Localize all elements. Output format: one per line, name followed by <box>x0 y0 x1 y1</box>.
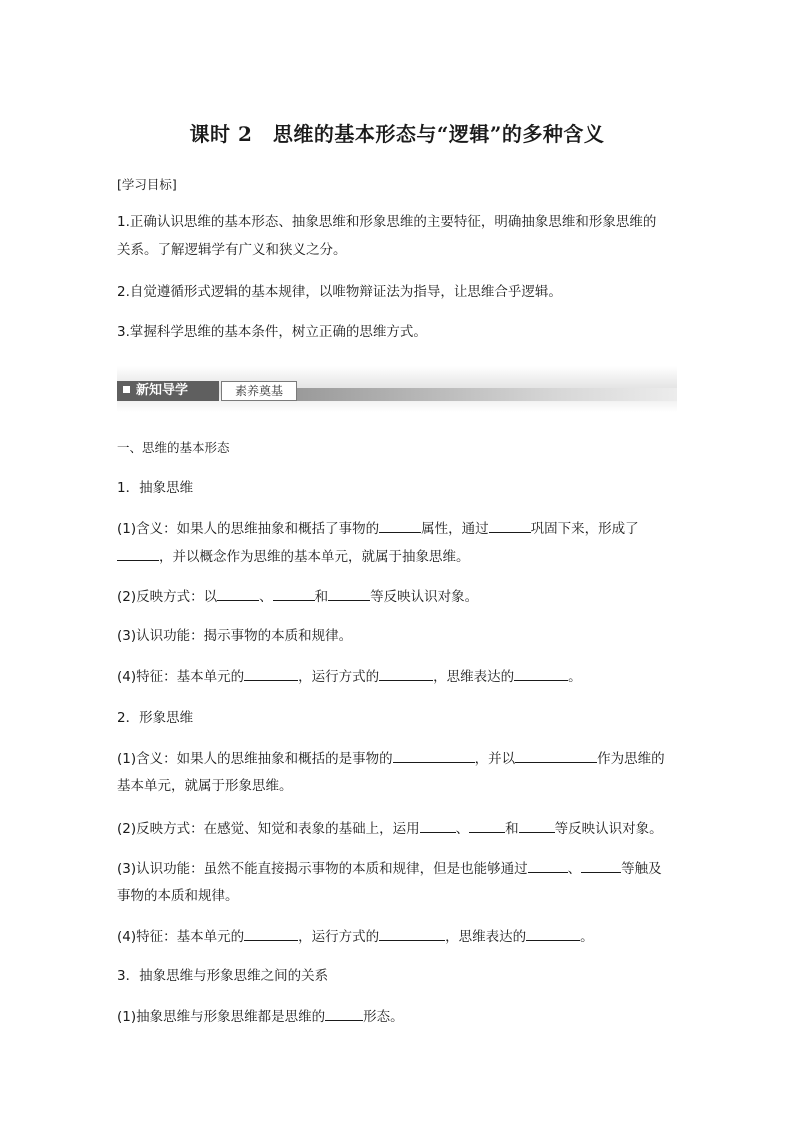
subsection-1-heading: 1．抽象思维 <box>117 480 194 496</box>
square-bullet-icon <box>123 386 130 393</box>
fill-blank[interactable] <box>420 818 456 833</box>
relation-point-1: (1)抽象思维与形象思维都是思维的 形态。 <box>117 1006 682 1027</box>
image-cognitive-function-line-2: 事物的本质和规律。 <box>117 888 239 904</box>
banner-sub-label: 素养奠基 <box>221 381 297 401</box>
abstract-reflection-mode: (2)反映方式：以 、 和 等反映认识对象。 <box>117 586 682 607</box>
fill-blank[interactable] <box>244 666 298 681</box>
fill-blank[interactable] <box>325 1006 363 1021</box>
image-features: (4)特征：基本单元的 ，运行方式的 ，思维表达的 。 <box>117 926 682 947</box>
abstract-cognitive-function: (3)认识功能：揭示事物的本质和规律。 <box>117 628 353 644</box>
image-definition-line-2: 基本单元，就属于形象思维。 <box>117 778 293 794</box>
fill-blank[interactable] <box>528 858 568 873</box>
section-heading: 一、思维的基本形态 <box>117 440 230 455</box>
banner-decor-bar <box>297 388 677 401</box>
fill-blank[interactable] <box>393 748 475 763</box>
objective-1-line-2: 关系。了解逻辑学有广义和狭义之分。 <box>117 242 347 258</box>
fill-blank[interactable] <box>469 818 505 833</box>
fill-blank[interactable] <box>519 818 555 833</box>
objectives-heading: [学习目标] <box>117 177 177 192</box>
abstract-features: (4)特征：基本单元的 ，运行方式的 ，思维表达的 。 <box>117 666 682 687</box>
fill-blank[interactable] <box>273 586 315 601</box>
banner-main-label: 新知导学 <box>117 381 219 401</box>
image-reflection-mode: (2)反映方式：在感觉、知觉和表象的基础上，运用 、 和 等反映认识对象。 <box>117 818 682 839</box>
lesson-title: 课时 2 思维的基本形态与“逻辑”的多种含义 <box>189 122 605 146</box>
fill-blank[interactable] <box>328 586 370 601</box>
image-cognitive-function-line-1: (3)认识功能：虽然不能直接揭示事物的本质和规律，但是也能够通过 、 等触及 <box>117 858 682 879</box>
fill-blank[interactable] <box>117 546 159 561</box>
fill-blank[interactable] <box>244 926 298 941</box>
image-definition-line-1: (1)含义：如果人的思维抽象和概括的是事物的 ，并以 作为思维的 <box>117 748 682 769</box>
fill-blank[interactable] <box>379 666 433 681</box>
fill-blank[interactable] <box>526 926 580 941</box>
subsection-3-heading: 3．抽象思维与形象思维之间的关系 <box>117 968 329 984</box>
fill-blank[interactable] <box>379 926 445 941</box>
fill-blank[interactable] <box>489 518 531 533</box>
fill-blank[interactable] <box>581 858 621 873</box>
fill-blank[interactable] <box>515 748 597 763</box>
section-banner <box>117 366 677 412</box>
objective-3: 3.掌握科学思维的基本条件，树立正确的思维方式。 <box>117 324 427 340</box>
fill-blank[interactable] <box>379 518 421 533</box>
fill-blank[interactable] <box>514 666 568 681</box>
objective-1-line-1: 1.正确认识思维的基本形态、抽象思维和形象思维的主要特征，明确抽象思维和形象思维的 <box>117 214 657 230</box>
abstract-definition-line-1: (1)含义：如果人的思维抽象和概括了事物的 属性，通过 巩固下来，形成了 <box>117 518 682 539</box>
fill-blank[interactable] <box>217 586 259 601</box>
subsection-2-heading: 2．形象思维 <box>117 710 194 726</box>
abstract-definition-line-2: ，并以概念作为思维的基本单元，就属于抽象思维。 <box>117 546 682 567</box>
objective-2: 2.自觉遵循形式逻辑的基本规律，以唯物辩证法为指导，让思维合乎逻辑。 <box>117 284 562 300</box>
